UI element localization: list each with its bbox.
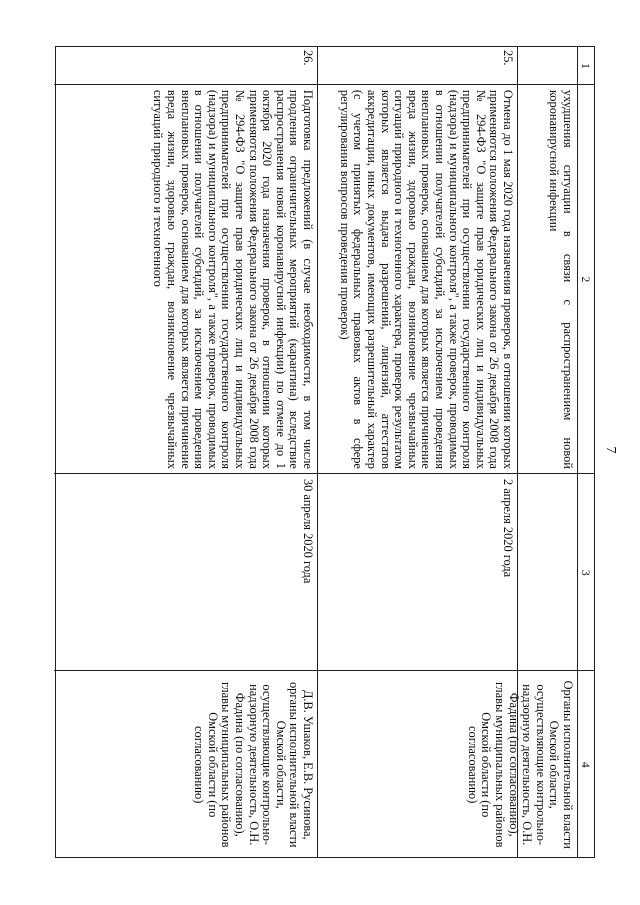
row-number: 26. bbox=[54, 47, 317, 85]
header-col-3: 3 bbox=[578, 474, 594, 672]
row-executors bbox=[318, 671, 517, 857]
header-col-1: 1 bbox=[578, 47, 594, 85]
page-number: 7 bbox=[603, 446, 618, 454]
header-col-2: 2 bbox=[578, 85, 594, 474]
header-col-4: 4 bbox=[579, 761, 593, 768]
table-header-row bbox=[577, 47, 594, 857]
row-text: Подготовка предложений (в случае необходимости, в том числе продления ограничительных мероприятий (карантина) вследствие распространения новой коронавирусной инфекции) по отмене до 1 октября 2020 года назначения проверок, в отношении которых применяются положения Федерального закона от 26 декабря 2008 года № 294-ФЗ "О защите прав юридических лиц и индивидуальных предпринимателей при осуществлении государственного контроля (надзора) и муниципального контроля", а также проверок, проводимых в отношении получателей субсидий, за исключением проведения внеплановых проверок, основанием для которых является причинение вреда жизни, здоровью граждан, возникновение чрезвычайных ситуаций природного и техногенного bbox=[54, 85, 317, 474]
row-text: ухудшения ситуации в связи с распространением новой коронавирусной инфекции bbox=[518, 85, 577, 474]
document-table-area bbox=[55, 46, 595, 858]
row-executors: Д.В. Ушаков, Е.В. Русинова, органы исполнительной власти Омской области, осуществляющие контрольно-надзорную деятельность, О.Н. Фадина (по согласованию), главы муниципальных районов Омской области (по согласованию) bbox=[192, 681, 315, 848]
row-number bbox=[518, 47, 577, 85]
row-date bbox=[518, 474, 577, 672]
measures-table bbox=[55, 46, 595, 858]
row-text: Отмена до 1 мая 2020 года назначения проверок, в отношении которых применяются положения Федерального закона от 26 декабря 2008 года № 294-ФЗ "О защите прав юридических лиц и индивидуальных предпринимателей при осуществлении государственного контроля (надзора) и муниципального контроля", а также проверок, проводимых в отношении получателей субсидий, за исключением проведения внеплановых проверок, основанием для которых является причинение вреда жизни, здоровью граждан, возникновение чрезвычайных ситуаций природного и техногенного характера, проверок результатом которых является выдача разрешений, лицензий, аттестатов аккредитации, иных документов, имеющих разрешительный характер (с учетом принятых федеральных правовых актов в сфере регулирования вопросов проведения проверок) bbox=[318, 85, 517, 474]
table-row bbox=[317, 47, 517, 857]
row-date: 2 апреля 2020 года bbox=[318, 474, 517, 672]
table-row bbox=[54, 47, 317, 857]
row-date: 30 апреля 2020 года bbox=[54, 474, 317, 672]
row-executors: Органы исполнительной власти Омской области, осуществляющие контрольно-надзорную деятельность, О.Н. Фадина (по согласованию), главы муниципальных районов Омской области (по согласованию) bbox=[465, 680, 575, 849]
row-number: 25. bbox=[318, 47, 517, 85]
